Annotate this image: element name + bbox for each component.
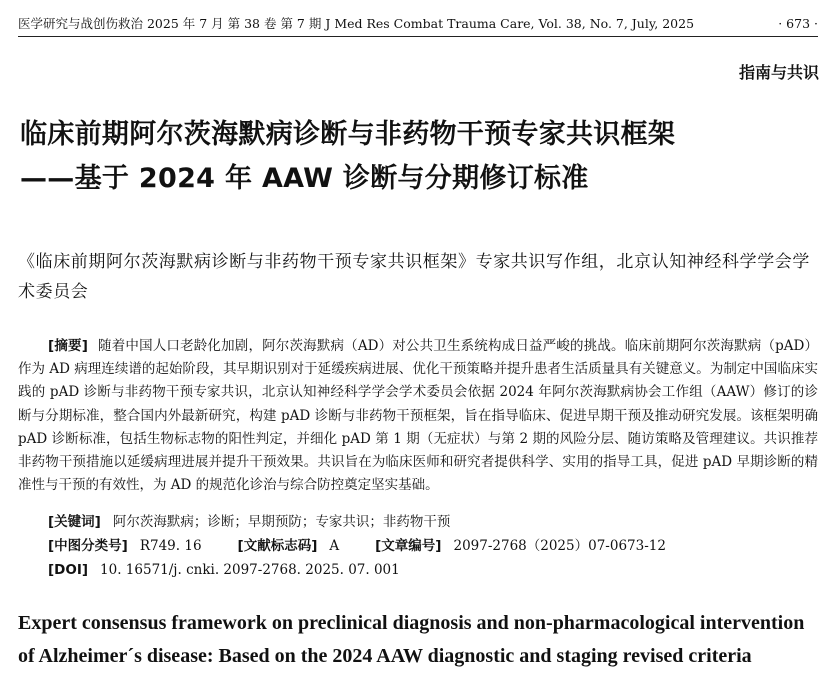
doi-line xyxy=(48,559,808,582)
title-line-1: 临床前期阿尔茨海默病诊断与非药物干预专家共识框架 xyxy=(20,119,676,150)
doi-label: [DOI] xyxy=(48,562,89,578)
classification-line xyxy=(48,535,808,558)
clc-value: R749. 16 xyxy=(139,538,202,554)
doi-value: 10. 16571/j. cnki. 2097-2768. 2025. 07. 001 xyxy=(100,562,400,578)
article-category: 指南与共识 xyxy=(738,63,819,82)
running-header xyxy=(18,14,818,37)
article-number-label: [文章编号] xyxy=(375,538,442,554)
doc-code-label: [文献标志码] xyxy=(237,538,318,554)
article-number-value: 2097-2768（2025）07-0673-12 xyxy=(453,538,666,554)
abstract-section xyxy=(18,335,818,497)
abstract-paragraph xyxy=(18,335,818,497)
title-line-2: ——基于 2024 年 AAW 诊断与分期修订标准 xyxy=(20,163,589,194)
author-list: 《临床前期阿尔茨海默病诊断与非药物干预专家共识框架》专家共识写作组，北京认知神经科学学会学术委员会 xyxy=(18,252,810,302)
abstract-label: [摘要] xyxy=(48,338,88,354)
page-number: · 673 · xyxy=(778,16,818,31)
article-title xyxy=(20,113,820,201)
abstract-text: 随着中国人口老龄化加剧，阿尔茨海默病（AD）对公共卫生系统构成日益严峻的挑战。临床前期阿尔茨海默病（pAD）作为 AD 病理连续谱的起始阶段，其早期识别对于延缓疾病进展、优化干预策略并提升患者生活质量具有关键意义。为制定中国临床实践的 pAD 诊断与非药物干预专家共识，北京认知神经科学学会学术委员会依据 2024 年阿尔茨海默病协会工作组（AAW）修订的诊断与分期标准，整合国内外最新研究，构建 pAD 诊断与非药物干预框架，旨在指导临床、促进早期干预及推动研究发展。该框架明确 pAD 诊断标准，包括生物标志物的阳性判定，并细化 pAD 第 1 期（无症状）与第 2 期的风险分层、随访策略及管理建议。共识推荐非药物干预措施以延缓病理进展并提升干预效果。共识旨在为临床医师和研究者提供科学、实用的指导工具，促进 pAD 早期诊断的精准性与干预的有效性，为 AD 的规范化诊治与综合防控奠定坚实基础。 xyxy=(18,338,819,494)
keywords-label: [关键词] xyxy=(48,514,101,530)
journal-citation: 医学研究与战创伤救治 2025 年 7 月 第 38 卷 第 7 期 J Med Res Combat Trauma Care, Vol. 38, No. 7, July, 2025 xyxy=(18,16,695,31)
keywords-text: 阿尔茨海默病；诊断；早期预防；专家共识；非药物干预 xyxy=(112,514,451,530)
clc-label: [中图分类号] xyxy=(48,538,128,554)
keywords-line xyxy=(48,511,808,534)
doc-code-value: A xyxy=(329,538,340,554)
english-title: Expert consensus framework on preclinical diagnosis and non-pharmacological intervention of Alzheimer´s disease: Based on the 2024 AAW diagnostic and staging revised criteria xyxy=(18,612,805,667)
